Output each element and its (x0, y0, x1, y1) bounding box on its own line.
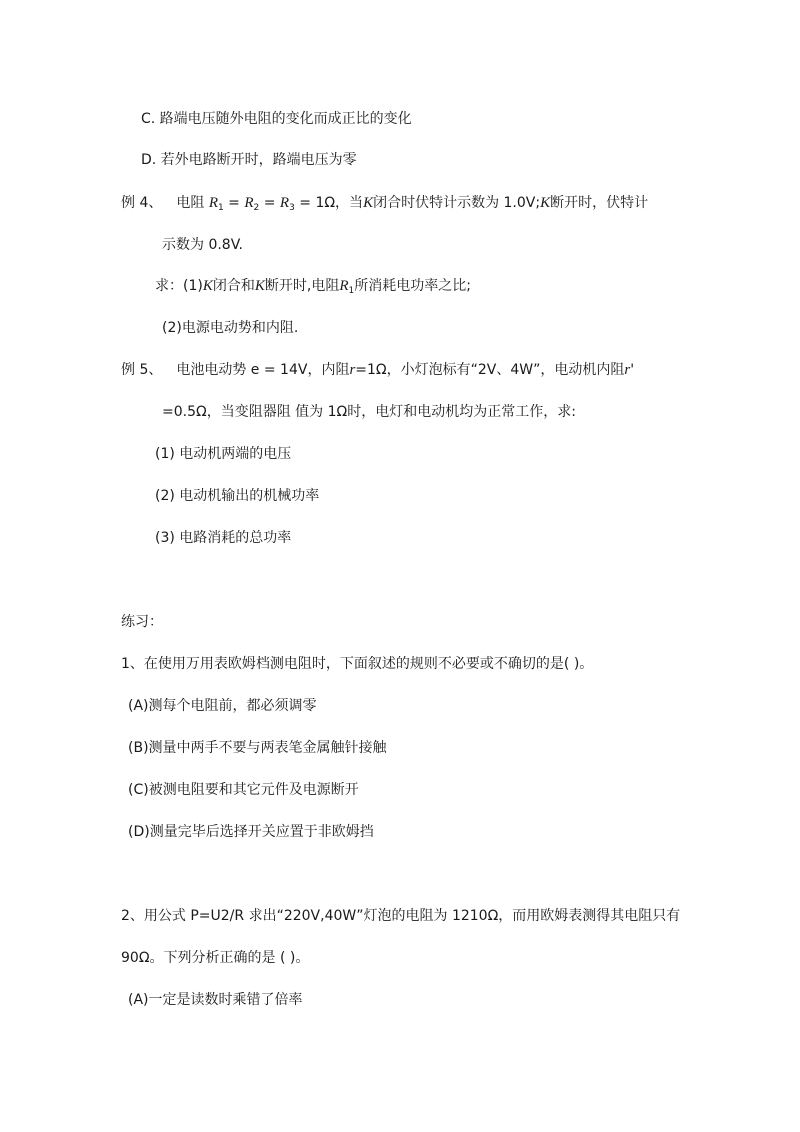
subscript: 1 (217, 203, 224, 213)
symbol-r: R (244, 195, 254, 211)
example-5-label: 例 5、 (121, 362, 163, 378)
text-span: 断开时，伏特计 (550, 195, 649, 211)
symbol-r-small: r (349, 362, 356, 378)
practice-heading: 练习： (121, 614, 163, 630)
example-5-question-1: (1) 电动机两端的电压 (155, 446, 292, 462)
symbol-r: R (208, 195, 218, 211)
symbol-r-small: r (624, 362, 631, 378)
text-span: =1Ω，小灯泡标有“2V、4W”，电动机内阻 (355, 362, 625, 378)
example-4-line-2: 示数为 0.8V. (162, 237, 243, 253)
symbol-k: K (363, 195, 374, 211)
text-span: 求：(1) (155, 278, 203, 294)
practice-question-2: 2、用公式 P=U2/R 求出“220V,40W”灯泡的电阻为 1210Ω，而用欧姆表测得其电阻只有 (121, 908, 681, 924)
subscript: 3 (289, 203, 295, 213)
example-5-line-1 (121, 361, 634, 379)
practice-question-1: 1、在使用万用表欧姆档测电阻时，下面叙述的规则不必要或不确切的是( )。 (121, 656, 594, 672)
practice-2-option-a: (A)一定是读数时乘错了倍率 (128, 992, 303, 1008)
symbol-k: K (202, 278, 213, 294)
text-span: 闭合和 (212, 278, 255, 294)
text-span: 断开时,电阻 (264, 278, 340, 294)
text-span: 所消耗电功率之比; (354, 278, 471, 294)
text-span: ' (630, 362, 635, 378)
subscript: 1 (348, 286, 355, 296)
example-4-question-2: (2)电源电动势和内阻. (162, 320, 299, 336)
example-4-intro: 电阻 (176, 195, 205, 211)
subscript: 2 (253, 203, 260, 213)
text-span: 闭合时伏特计示数为 1.0V; (373, 195, 541, 211)
symbol-r: R (339, 278, 349, 294)
practice-1-option-a: (A)测每个电阻前，都必须调零 (128, 698, 317, 714)
practice-1-option-b: (B)测量中两手不要与两表笔金属触针接触 (128, 740, 387, 756)
symbol-r: R (279, 195, 290, 211)
example-5-line-2: =0.5Ω，当变阻器阻 值为 1Ω时，电灯和电动机均为正常工作，求: (162, 404, 576, 420)
practice-1-option-c: (C)被测电阻要和其它元件及电源断开 (128, 782, 359, 798)
option-c: C. 路端电压随外电阻的变化而成正比的变化 (141, 111, 412, 127)
practice-1-option-d: (D)测量完毕后选择开关应置于非欧姆挡 (128, 824, 374, 840)
example-5-question-3: (3) 电路消耗的总功率 (155, 530, 292, 546)
text-span: = (223, 195, 245, 211)
practice-question-2-cont: 90Ω。下列分析正确的是 ( )。 (121, 950, 310, 966)
example-4-question-1 (155, 277, 471, 300)
example-5-question-2: (2) 电动机输出的机械功率 (155, 488, 320, 504)
example-4-label: 例 4、 (121, 195, 163, 211)
symbol-k: K (254, 278, 265, 294)
text-span: 电池电动势 e = 14V，内阻 (176, 362, 350, 378)
option-d: D. 若外电路断开时，路端电压为零 (141, 152, 357, 168)
example-4-line-1 (121, 194, 648, 217)
symbol-k: K (540, 195, 551, 211)
text-span: = (259, 195, 280, 211)
text-span: = 1Ω，当 (294, 195, 364, 211)
